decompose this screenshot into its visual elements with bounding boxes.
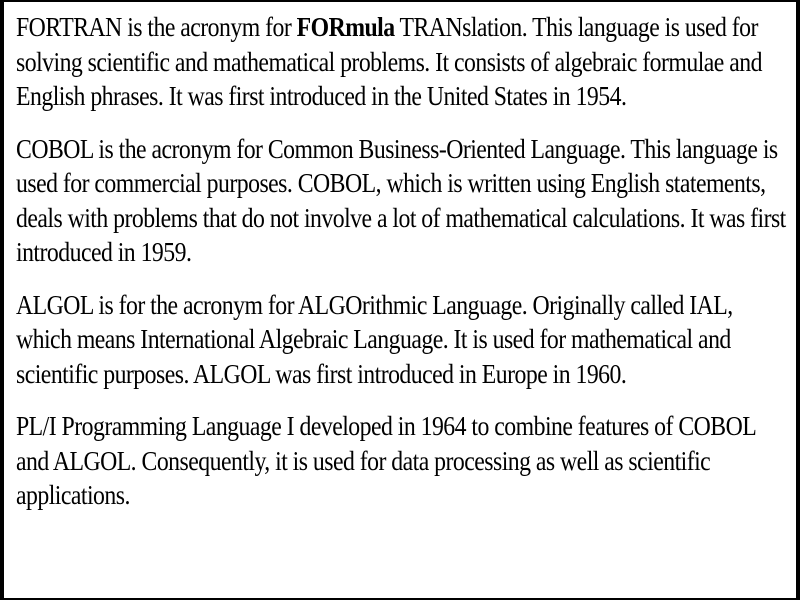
paragraph-pli: PL/I Programming Language I developed in 1964 to combine features of COBOL and ALGOL. Consequently, it is used for data processing as well as scientific applications. <box>16 411 756 510</box>
fortran-text-start: FORTRAN is the acronym for <box>16 12 297 42</box>
paragraph-cobol: COBOL is the acronym for Common Business-Oriented Language. This language is used for commercial purposes. COBOL, which is written using English statements, deals with problems that do not involve a lot of mathematical calculations. It was first introduced in 1959. <box>16 133 786 267</box>
paragraph-algol: ALGOL is for the acronym for ALGOrithmic Language. Originally called IAL, which means International Algebraic Language. It is used for mathematical and scientific purposes. ALGOL was first introduced in Europe in 1960. <box>16 289 733 389</box>
paragraph-fortran <box>16 10 790 114</box>
document-page <box>4 2 796 598</box>
fortran-text-end: TRANslation. This language is used for solving scientific and mathematical problems. It consists of algebraic formulae and English phrases. It was first introduced in the United States in 1954. <box>16 12 762 111</box>
fortran-bold-term: FORmula <box>296 12 395 42</box>
